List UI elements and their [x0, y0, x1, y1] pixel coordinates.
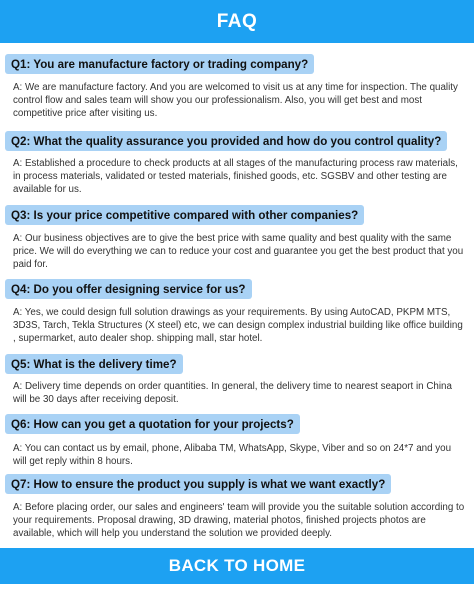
question-6: Q6: How can you get a quotation for your projects?	[5, 414, 300, 434]
question-3: Q3: Is your price competitive compared with other companies?	[5, 205, 364, 225]
page-title: FAQ	[216, 10, 258, 32]
answer-3: A: Our business objectives are to give the best price with same quality and best quality with the same price. We will do everything we can to reduce your cost and guarantee you get the best product that you paid for.	[13, 233, 464, 270]
question-2: Q2: What the quality assurance you provided and how do you control quality?	[5, 131, 447, 151]
question-5: Q5: What is the delivery time?	[5, 354, 183, 374]
answer-2: A: Established a procedure to check products at all stages of the manufacturing process raw materials, in process materials, validated or tested materials, finished goods, etc. SGSBV and other testing are available for us.	[13, 158, 458, 195]
question-1: Q1: You are manufacture factory or trading company?	[5, 54, 314, 74]
back-to-home-button[interactable]	[0, 548, 474, 584]
answer-5: A: Delivery time depends on order quantities. In general, the delivery time to nearest seaport in China will be 30 days after receiving deposit.	[13, 381, 452, 405]
faq-header	[0, 0, 474, 43]
answer-1: A: We are manufacture factory. And you are welcomed to visit us at any time for inspection. The quality control flow and sales team will show you our professionalism. Also, you will get best and most competitive price after visiting us.	[13, 82, 458, 119]
back-to-home-label: BACK TO HOME	[168, 556, 306, 575]
answer-4: A: Yes, we could design full solution drawings as your requirements. By using AutoCAD, PKPM MTS, 3D3S, Tarch, Tekla Structures (X steel) etc, we can design complex industrial building like office building , supermarket, auto dealer shop. shipping mall, star hotel.	[13, 307, 463, 344]
question-4: Q4: Do you offer designing service for us?	[5, 279, 252, 299]
question-7: Q7: How to ensure the product you supply is what we want exactly?	[5, 474, 391, 494]
answer-7: A: Before placing order, our sales and engineers' team will provide you the suitable solution according to your requirements. Proposal drawing, 3D drawing, material photos, finished projects photos are available, which will help you understand the solution we provided deeply.	[13, 502, 465, 539]
answer-6: A: You can contact us by email, phone, Alibaba TM, WhatsApp, Skype, Viber and so on 24*7 and you will get reply within 8 hours.	[13, 443, 452, 467]
